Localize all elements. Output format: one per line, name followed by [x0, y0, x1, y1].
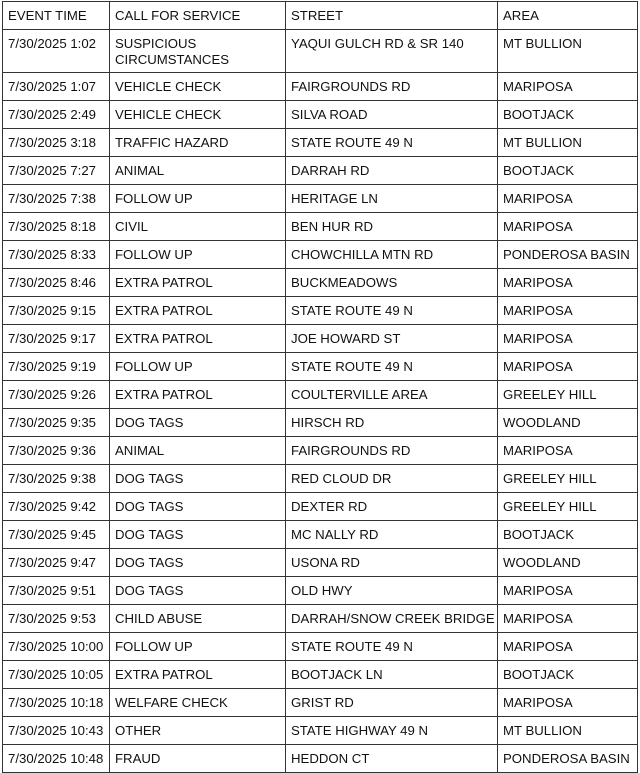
- event-time-cell: 7/30/2025 9:19: [3, 353, 110, 381]
- street-cell: YAQUI GULCH RD & SR 140: [286, 30, 498, 73]
- area-cell: MARIPOSA: [498, 325, 638, 353]
- call-for-service-cell: EXTRA PATROL: [110, 381, 286, 409]
- table-row: [3, 409, 638, 437]
- call-for-service-cell: VEHICLE CHECK: [110, 101, 286, 129]
- area-cell: MT BULLION: [498, 129, 638, 157]
- table-row: [3, 465, 638, 493]
- event-time-cell: 7/30/2025 10:05: [3, 661, 110, 689]
- call-for-service-cell: EXTRA PATROL: [110, 297, 286, 325]
- area-cell: PONDEROSA BASIN: [498, 745, 638, 773]
- call-for-service-cell: WELFARE CHECK: [110, 689, 286, 717]
- street-cell: JOE HOWARD ST: [286, 325, 498, 353]
- event-time-cell: 7/30/2025 8:46: [3, 269, 110, 297]
- street-cell: STATE ROUTE 49 N: [286, 633, 498, 661]
- event-time-cell: 7/30/2025 7:27: [3, 157, 110, 185]
- table-row: [3, 157, 638, 185]
- street-cell: CHOWCHILLA MTN RD: [286, 241, 498, 269]
- area-cell: MARIPOSA: [498, 437, 638, 465]
- event-time-cell: 7/30/2025 10:18: [3, 689, 110, 717]
- call-for-service-cell: DOG TAGS: [110, 465, 286, 493]
- table-row: [3, 381, 638, 409]
- area-cell: MARIPOSA: [498, 577, 638, 605]
- call-for-service-cell: TRAFFIC HAZARD: [110, 129, 286, 157]
- area-cell: MARIPOSA: [498, 297, 638, 325]
- event-time-cell: 7/30/2025 10:00: [3, 633, 110, 661]
- table-row: [3, 269, 638, 297]
- street-cell: RED CLOUD DR: [286, 465, 498, 493]
- street-cell: GRIST RD: [286, 689, 498, 717]
- event-time-cell: 7/30/2025 1:02: [3, 30, 110, 73]
- call-for-service-cell: FOLLOW UP: [110, 353, 286, 381]
- table-row: [3, 185, 638, 213]
- table-row: [3, 521, 638, 549]
- table-row: [3, 297, 638, 325]
- table-row: [3, 717, 638, 745]
- event-time-cell: 7/30/2025 9:17: [3, 325, 110, 353]
- event-time-cell: 7/30/2025 10:48: [3, 745, 110, 773]
- area-cell: GREELEY HILL: [498, 493, 638, 521]
- call-for-service-cell: DOG TAGS: [110, 409, 286, 437]
- table-row: [3, 353, 638, 381]
- area-cell: BOOTJACK: [498, 101, 638, 129]
- table-row: [3, 213, 638, 241]
- call-for-service-cell: EXTRA PATROL: [110, 325, 286, 353]
- event-time-cell: 7/30/2025 9:47: [3, 549, 110, 577]
- area-cell: BOOTJACK: [498, 661, 638, 689]
- call-for-service-cell: ANIMAL: [110, 157, 286, 185]
- table-row: [3, 577, 638, 605]
- header-call-for-service: CALL FOR SERVICE: [110, 2, 286, 30]
- street-cell: BOOTJACK LN: [286, 661, 498, 689]
- street-cell: HIRSCH RD: [286, 409, 498, 437]
- event-time-cell: 7/30/2025 10:43: [3, 717, 110, 745]
- header-street: STREET: [286, 2, 498, 30]
- area-cell: MARIPOSA: [498, 689, 638, 717]
- event-time-cell: 7/30/2025 9:45: [3, 521, 110, 549]
- area-cell: BOOTJACK: [498, 157, 638, 185]
- street-cell: USONA RD: [286, 549, 498, 577]
- call-for-service-cell: EXTRA PATROL: [110, 661, 286, 689]
- event-time-cell: 7/30/2025 9:38: [3, 465, 110, 493]
- header-area: AREA: [498, 2, 638, 30]
- table-row: [3, 73, 638, 101]
- event-time-cell: 7/30/2025 9:42: [3, 493, 110, 521]
- area-cell: MARIPOSA: [498, 269, 638, 297]
- table-row: [3, 437, 638, 465]
- call-for-service-cell: CIVIL: [110, 213, 286, 241]
- area-cell: MT BULLION: [498, 717, 638, 745]
- table-row: [3, 605, 638, 633]
- event-time-cell: 7/30/2025 9:36: [3, 437, 110, 465]
- street-cell: HERITAGE LN: [286, 185, 498, 213]
- street-cell: HEDDON CT: [286, 745, 498, 773]
- street-cell: OLD HWY: [286, 577, 498, 605]
- call-for-service-cell: DOG TAGS: [110, 521, 286, 549]
- street-cell: STATE ROUTE 49 N: [286, 297, 498, 325]
- area-cell: WOODLAND: [498, 409, 638, 437]
- area-cell: MARIPOSA: [498, 633, 638, 661]
- street-cell: SILVA ROAD: [286, 101, 498, 129]
- call-for-service-cell: FOLLOW UP: [110, 241, 286, 269]
- call-for-service-cell: VEHICLE CHECK: [110, 73, 286, 101]
- event-time-cell: 7/30/2025 2:49: [3, 101, 110, 129]
- event-time-cell: 7/30/2025 9:53: [3, 605, 110, 633]
- call-for-service-cell: FRAUD: [110, 745, 286, 773]
- event-time-cell: 7/30/2025 1:07: [3, 73, 110, 101]
- call-for-service-cell: DOG TAGS: [110, 549, 286, 577]
- street-cell: STATE HIGHWAY 49 N: [286, 717, 498, 745]
- street-cell: STATE ROUTE 49 N: [286, 353, 498, 381]
- area-cell: PONDEROSA BASIN: [498, 241, 638, 269]
- event-time-cell: 7/30/2025 8:18: [3, 213, 110, 241]
- street-cell: DARRAH/SNOW CREEK BRIDGE: [286, 605, 498, 633]
- event-time-cell: 7/30/2025 9:35: [3, 409, 110, 437]
- event-time-cell: 7/30/2025 9:15: [3, 297, 110, 325]
- header-event-time: EVENT TIME: [3, 2, 110, 30]
- call-for-service-cell: CHILD ABUSE: [110, 605, 286, 633]
- event-time-cell: 7/30/2025 9:26: [3, 381, 110, 409]
- area-cell: MARIPOSA: [498, 605, 638, 633]
- event-time-cell: 7/30/2025 7:38: [3, 185, 110, 213]
- table-row: [3, 633, 638, 661]
- street-cell: DEXTER RD: [286, 493, 498, 521]
- table-body: [3, 30, 638, 773]
- call-for-service-cell: DOG TAGS: [110, 577, 286, 605]
- area-cell: GREELEY HILL: [498, 381, 638, 409]
- area-cell: MARIPOSA: [498, 213, 638, 241]
- table-row: [3, 661, 638, 689]
- area-cell: MARIPOSA: [498, 185, 638, 213]
- street-cell: FAIRGROUNDS RD: [286, 437, 498, 465]
- area-cell: MT BULLION: [498, 30, 638, 73]
- call-for-service-cell: FOLLOW UP: [110, 185, 286, 213]
- table-row: [3, 241, 638, 269]
- table-row: [3, 101, 638, 129]
- call-log-table: [2, 1, 638, 773]
- call-for-service-cell: OTHER: [110, 717, 286, 745]
- area-cell: MARIPOSA: [498, 353, 638, 381]
- area-cell: WOODLAND: [498, 549, 638, 577]
- street-cell: DARRAH RD: [286, 157, 498, 185]
- street-cell: FAIRGROUNDS RD: [286, 73, 498, 101]
- street-cell: MC NALLY RD: [286, 521, 498, 549]
- call-for-service-cell: DOG TAGS: [110, 493, 286, 521]
- header-row: [3, 2, 638, 30]
- event-time-cell: 7/30/2025 9:51: [3, 577, 110, 605]
- table-row: [3, 129, 638, 157]
- area-cell: BOOTJACK: [498, 521, 638, 549]
- table-row: [3, 549, 638, 577]
- area-cell: MARIPOSA: [498, 73, 638, 101]
- table-row: [3, 493, 638, 521]
- street-cell: BUCKMEADOWS: [286, 269, 498, 297]
- street-cell: BEN HUR RD: [286, 213, 498, 241]
- event-time-cell: 7/30/2025 3:18: [3, 129, 110, 157]
- call-for-service-cell: SUSPICIOUS CIRCUMSTANCES: [110, 30, 286, 73]
- table-row: [3, 325, 638, 353]
- table-row: [3, 745, 638, 773]
- street-cell: STATE ROUTE 49 N: [286, 129, 498, 157]
- call-for-service-cell: ANIMAL: [110, 437, 286, 465]
- event-time-cell: 7/30/2025 8:33: [3, 241, 110, 269]
- call-for-service-cell: FOLLOW UP: [110, 633, 286, 661]
- area-cell: GREELEY HILL: [498, 465, 638, 493]
- table-row: [3, 689, 638, 717]
- street-cell: COULTERVILLE AREA: [286, 381, 498, 409]
- table-row: [3, 30, 638, 73]
- call-for-service-cell: EXTRA PATROL: [110, 269, 286, 297]
